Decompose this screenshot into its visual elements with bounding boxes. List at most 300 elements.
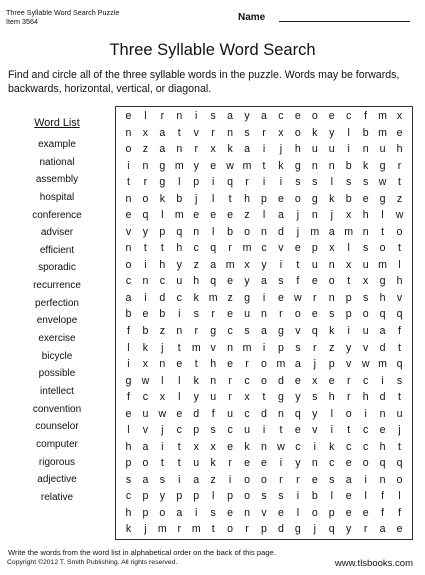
grid-letter: s xyxy=(295,341,301,354)
grid-letter: o xyxy=(328,275,335,288)
grid-letter: l xyxy=(161,209,164,222)
grid-letter: v xyxy=(125,225,132,238)
grid-letter: f xyxy=(381,506,385,519)
copyright: Copyright ©2012 T. Smith Publishing. All rights reserved. xyxy=(7,559,178,566)
grid-letter: o xyxy=(125,143,132,156)
grid-letter: k xyxy=(193,374,199,387)
grid-letter: z xyxy=(329,341,335,354)
grid-letter: e xyxy=(193,209,200,222)
grid-letter: e xyxy=(328,374,335,387)
grid-letter: j xyxy=(330,209,333,222)
grid-letter: m xyxy=(276,358,286,371)
grid-letter: s xyxy=(396,374,403,387)
grid-letter: y xyxy=(346,341,352,354)
grid-letter: p xyxy=(125,457,132,470)
grid-letter: q xyxy=(142,209,149,222)
grid-letter: e xyxy=(227,506,234,519)
grid-letter: e xyxy=(227,275,234,288)
grid-letter: z xyxy=(244,209,250,222)
grid-letter: o xyxy=(142,192,149,205)
grid-letter: h xyxy=(328,391,335,404)
grid-letter: q xyxy=(396,308,403,321)
grid-letter: a xyxy=(261,109,267,122)
grid-letter: e xyxy=(294,374,301,387)
grid-letter: n xyxy=(176,109,183,122)
grid-letter: p xyxy=(142,506,149,519)
grid-letter: i xyxy=(262,341,266,354)
grid-letter: e xyxy=(227,209,234,222)
grid-letter: e xyxy=(311,308,318,321)
grid-letter: p xyxy=(345,308,352,321)
grid-letter: e xyxy=(379,424,386,437)
grid-letter: u xyxy=(328,143,335,156)
grid-letter: k xyxy=(125,523,132,536)
grid-letter: t xyxy=(381,225,385,238)
grid-letter: h xyxy=(294,143,301,156)
grid-letter: y xyxy=(244,275,250,288)
grid-letter: m xyxy=(157,523,167,536)
grid-letter: p xyxy=(193,176,200,189)
grid-letter: a xyxy=(125,291,132,304)
grid-letter: p xyxy=(159,225,166,238)
grid-letter: h xyxy=(193,275,200,288)
grid-letter: e xyxy=(311,473,318,486)
grid-letter: i xyxy=(127,358,130,371)
grid-letter: s xyxy=(295,176,301,189)
instructions: Find and circle all of the three syllable words in the puzzle. Words may be forwards, backwards, horizontal, vertical, or diagonal. xyxy=(8,69,400,95)
grid-letter: d xyxy=(159,291,166,304)
grid-letter: p xyxy=(328,358,335,371)
grid-letter: u xyxy=(244,308,250,321)
grid-letter: a xyxy=(244,143,250,156)
grid-letter: e xyxy=(227,308,234,321)
grid-letter: j xyxy=(296,225,300,238)
grid-letter: o xyxy=(294,308,301,321)
name-line xyxy=(279,21,410,22)
grid-letter: t xyxy=(262,391,266,404)
grid-letter: v xyxy=(312,424,318,437)
grid-letter: k xyxy=(312,126,318,139)
grid-letter: n xyxy=(193,225,200,238)
grid-letter: o xyxy=(396,473,403,486)
grid-letter: g xyxy=(277,324,284,337)
page-title: Three Syllable Word Search xyxy=(109,41,316,59)
grid-letter: o xyxy=(227,523,234,536)
grid-letter: x xyxy=(142,126,149,139)
grid-letter: l xyxy=(127,424,130,437)
grid-letter: n xyxy=(362,143,369,156)
grid-letter: j xyxy=(296,209,300,222)
grid-letter: o xyxy=(125,258,132,271)
grid-letter: l xyxy=(161,374,164,387)
grid-letter: i xyxy=(279,457,283,470)
grid-letter: e xyxy=(396,523,403,536)
website: www.tlsbooks.com xyxy=(334,558,413,569)
grid-letter: c xyxy=(227,324,233,337)
grid-letter: z xyxy=(142,143,149,156)
grid-letter: a xyxy=(142,440,149,453)
grid-letter: e xyxy=(345,457,352,470)
grid-letter: n xyxy=(176,143,183,156)
grid-letter: x xyxy=(312,374,318,387)
grid-letter: h xyxy=(125,440,132,453)
item-number: Item 3564 xyxy=(6,17,38,26)
grid-letter: m xyxy=(191,523,201,536)
word-list-item: hospital xyxy=(39,191,75,203)
grid-letter: c xyxy=(125,490,132,503)
grid-letter: y xyxy=(159,490,165,503)
grid-letter: f xyxy=(398,324,401,337)
grid-letter: i xyxy=(279,258,283,271)
grid-letter: t xyxy=(126,176,130,189)
grid-letter: y xyxy=(244,109,250,122)
grid-letter: s xyxy=(346,176,352,189)
grid-letter: g xyxy=(311,192,318,205)
grid-letter: m xyxy=(225,258,235,271)
puzzle-name: Three Syllable Word Search Puzzle xyxy=(6,8,120,17)
grid-letter: f xyxy=(126,391,130,404)
grid-letter: b xyxy=(176,192,183,205)
grid-letter: y xyxy=(312,407,318,420)
grid-letter: h xyxy=(379,291,386,304)
grid-letter: k xyxy=(193,291,199,304)
grid-letter: l xyxy=(330,176,333,189)
grid-letter: y xyxy=(295,457,301,470)
grid-letter: l xyxy=(330,407,333,420)
grid-letter: x xyxy=(346,209,352,222)
grid-letter: q xyxy=(379,457,386,470)
word-list-item: conference xyxy=(32,209,82,221)
grid-letter: r xyxy=(296,473,300,486)
grid-letter: s xyxy=(329,308,335,321)
grid-letter: v xyxy=(142,424,149,437)
grid-letter: r xyxy=(143,176,148,189)
grid-letter: g xyxy=(294,523,301,536)
grid-letter: n xyxy=(210,374,217,387)
name-label: Name xyxy=(238,12,266,23)
grid-letter: e xyxy=(277,506,284,519)
grid-letter: r xyxy=(211,126,215,139)
grid-letter: s xyxy=(278,490,284,503)
grid-letter: j xyxy=(161,341,164,354)
grid-letter: x xyxy=(159,391,165,404)
grid-letter: y xyxy=(193,391,199,404)
grid-letter: d xyxy=(193,407,200,420)
grid-letter: n xyxy=(311,209,318,222)
grid-letter: r xyxy=(363,523,368,536)
grid-letter: t xyxy=(398,440,401,453)
grid-letter: s xyxy=(244,126,250,139)
grid-letter: o xyxy=(244,490,250,503)
grid-letter: r xyxy=(245,358,249,371)
word-list-items xyxy=(0,136,114,506)
grid-letter: g xyxy=(379,275,386,288)
grid-letter: u xyxy=(210,391,217,404)
grid-letter: e xyxy=(311,275,318,288)
grid-letter: i xyxy=(347,143,350,156)
grid-letter: l xyxy=(178,374,181,387)
grid-letter: a xyxy=(294,358,301,371)
grid-letter: t xyxy=(279,424,283,437)
grid-letter: y xyxy=(295,391,301,404)
grid-letter: o xyxy=(396,225,403,238)
grid-letter: i xyxy=(262,176,266,189)
word-list-item: exercise xyxy=(38,333,76,345)
grid-letter: z xyxy=(210,473,216,486)
grid-letter: o xyxy=(311,109,318,122)
grid-letter: q xyxy=(227,176,234,189)
grid-letter: r xyxy=(313,291,317,304)
grid-letter: s xyxy=(278,275,284,288)
grid-letter: l xyxy=(178,391,181,404)
grid-letter: n xyxy=(125,242,132,255)
grid-letter: e xyxy=(142,308,149,321)
grid-letter: i xyxy=(296,490,300,503)
grid-letter: t xyxy=(160,242,164,255)
grid-letter: y xyxy=(142,225,149,238)
grid-letter: b xyxy=(345,159,352,172)
grid-letter: e xyxy=(294,242,301,255)
grid-letter: e xyxy=(227,358,234,371)
grid-letter: l xyxy=(144,109,147,122)
grid-letter: t xyxy=(398,176,401,189)
grid-letter: l xyxy=(398,490,401,503)
word-list-item: bicycle xyxy=(41,350,73,362)
grid-letter: r xyxy=(279,473,283,486)
grid-letter: o xyxy=(294,126,301,139)
grid-letter: e xyxy=(125,209,132,222)
grid-letter: r xyxy=(160,109,165,122)
grid-letter: x xyxy=(346,258,352,271)
grid-letter: t xyxy=(228,192,232,205)
grid-letter: g xyxy=(125,374,132,387)
word-list-item: envelope xyxy=(36,315,78,327)
grid-letter: k xyxy=(362,159,369,172)
grid-letter: k xyxy=(329,192,335,205)
grid-letter: r xyxy=(397,159,402,172)
grid-letter: t xyxy=(211,523,215,536)
grid-letter: c xyxy=(176,424,182,437)
grid-letter: i xyxy=(178,473,181,486)
grid-letter: q xyxy=(210,242,217,255)
grid-letter: f xyxy=(211,407,215,420)
grid-letter: i xyxy=(144,258,147,271)
word-list-item: efficient xyxy=(39,244,75,256)
word-list-item: adjective xyxy=(37,474,77,486)
grid-letter: f xyxy=(296,275,300,288)
grid-letter: l xyxy=(330,490,333,503)
grid-letter: e xyxy=(176,407,183,420)
grid-letter: n xyxy=(159,358,166,371)
grid-letter: o xyxy=(261,358,267,371)
grid-letter: c xyxy=(227,424,233,437)
grid-letter: c xyxy=(125,275,132,288)
grid-letter: h xyxy=(396,143,403,156)
word-list-heading: Word List xyxy=(34,117,80,129)
grid-letter: i xyxy=(195,506,198,519)
grid-letter: i xyxy=(262,143,266,156)
grid-letter: b xyxy=(125,308,132,321)
grid-letter: h xyxy=(159,258,166,271)
grid-letter: z xyxy=(227,291,233,304)
grid-letter: p xyxy=(193,490,200,503)
grid-letter: s xyxy=(210,506,216,519)
grid-letter: p xyxy=(193,424,200,437)
word-list-item: possible xyxy=(38,368,76,380)
grid-letter: i xyxy=(347,324,350,337)
grid-letter: s xyxy=(244,324,250,337)
letter-grid xyxy=(115,106,413,540)
grid-letter: m xyxy=(208,291,218,304)
grid-letter: i xyxy=(381,374,384,387)
grid-letter: e xyxy=(244,457,250,470)
grid-letter: q xyxy=(294,407,301,420)
grid-letter: j xyxy=(313,358,316,371)
grid-letter: o xyxy=(294,192,301,205)
grid-letter: x xyxy=(396,109,403,122)
grid-letter: t xyxy=(398,341,401,354)
grid-letter: j xyxy=(398,424,401,437)
grid-letter: s xyxy=(210,424,216,437)
grid-letter: e xyxy=(294,424,301,437)
grid-letter: c xyxy=(329,457,335,470)
grid-letter: h xyxy=(362,209,369,222)
grid-letter: w xyxy=(141,374,150,387)
grid-letter: j xyxy=(313,523,316,536)
grid-letter: u xyxy=(244,424,250,437)
grid-letter: m xyxy=(174,159,184,172)
grid-letter: i xyxy=(313,440,316,453)
grid-letter: c xyxy=(362,374,369,387)
grid-letter: t xyxy=(347,275,351,288)
grid-letter: g xyxy=(244,291,250,304)
grid-letter: r xyxy=(245,523,249,536)
grid-letter: u xyxy=(379,143,386,156)
word-list-item: intellect xyxy=(40,385,74,397)
grid-letter: c xyxy=(362,440,369,453)
grid-letter: i xyxy=(262,424,266,437)
grid-letter: x xyxy=(244,258,250,271)
grid-letter: o xyxy=(261,473,267,486)
grid-letter: h xyxy=(379,440,386,453)
grid-letter: l xyxy=(347,242,350,255)
grid-letter: e xyxy=(328,109,335,122)
grid-letter: l xyxy=(211,225,215,238)
grid-letter: e xyxy=(362,192,369,205)
grid-letter: i xyxy=(161,440,164,453)
grid-letter: n xyxy=(328,159,335,172)
grid-letter: q xyxy=(396,358,403,371)
grid-letter: i xyxy=(279,176,283,189)
grid-letter: u xyxy=(227,407,234,420)
grid-letter: k xyxy=(244,440,250,453)
grid-letter: v xyxy=(261,506,267,519)
grid-letter: e xyxy=(210,159,217,172)
grid-letter: m xyxy=(174,209,184,222)
grid-letter: y xyxy=(261,258,267,271)
grid-letter: r xyxy=(177,523,182,536)
grid-letter: s xyxy=(362,176,369,189)
grid-letter: m xyxy=(344,225,354,238)
grid-letter: m xyxy=(242,242,252,255)
grid-letter: t xyxy=(160,457,164,470)
word-list-item: convention xyxy=(32,403,82,415)
word-list-item: example xyxy=(38,139,76,150)
grid-letter: s xyxy=(329,473,335,486)
grid-letter: d xyxy=(277,374,284,387)
grid-letter: n xyxy=(311,457,318,470)
grid-letter: x xyxy=(278,126,284,139)
grid-letter: c xyxy=(346,109,352,122)
grid-letter: k xyxy=(142,341,149,354)
grid-letter: q xyxy=(210,275,217,288)
grid-letter: s xyxy=(362,291,369,304)
grid-letter: r xyxy=(194,143,198,156)
grid-letter: l xyxy=(364,490,367,503)
grid-letter: t xyxy=(177,341,181,354)
grid-letter: o xyxy=(345,407,352,420)
grid-letter: l xyxy=(262,209,266,222)
grid-letter: a xyxy=(328,225,335,238)
grid-letter: a xyxy=(159,143,166,156)
grid-letter: f xyxy=(364,109,368,122)
grid-letter: r xyxy=(228,242,232,255)
grid-letter: e xyxy=(261,457,267,470)
grid-letter: r xyxy=(228,457,232,470)
grid-letter: x xyxy=(244,391,250,404)
grid-letter: v xyxy=(193,126,199,139)
grid-letter: d xyxy=(379,341,386,354)
grid-letter: p xyxy=(142,490,149,503)
word-list-item: relative xyxy=(40,491,74,503)
grid-letter: a xyxy=(210,258,217,271)
grid-letter: g xyxy=(159,159,166,172)
word-list-item: national xyxy=(39,156,75,168)
grid-letter: n xyxy=(379,473,386,486)
grid-letter: q xyxy=(176,225,183,238)
grid-letter: r xyxy=(313,341,317,354)
grid-letter: w xyxy=(158,407,167,420)
grid-letter: q xyxy=(311,324,318,337)
word-list-item: recurrence xyxy=(33,280,81,292)
grid-letter: n xyxy=(176,324,183,337)
grid-letter: w xyxy=(294,291,302,304)
grid-letter: l xyxy=(347,126,350,139)
grid-letter: g xyxy=(379,192,386,205)
grid-letter: s xyxy=(193,308,199,321)
grid-letter: e xyxy=(277,291,284,304)
word-list-item: computer xyxy=(36,438,78,450)
grid-letter: n xyxy=(311,159,318,172)
grid-letter: a xyxy=(142,473,149,486)
grid-letter: n xyxy=(227,126,234,139)
grid-letter: k xyxy=(159,192,165,205)
grid-letter: v xyxy=(362,341,369,354)
grid-letter: p xyxy=(227,490,234,503)
grid-letter: a xyxy=(379,324,386,337)
grid-letter: y xyxy=(346,523,352,536)
word-list-item: perfection xyxy=(35,297,79,309)
grid-letter: e xyxy=(345,490,352,503)
grid-letter: v xyxy=(210,341,216,354)
grid-letter: r xyxy=(211,308,215,321)
grid-letter: o xyxy=(244,225,250,238)
grid-letter: b xyxy=(159,308,166,321)
grid-letter: u xyxy=(362,324,369,337)
grid-letter: s xyxy=(312,176,318,189)
grid-letter: j xyxy=(161,424,164,437)
grid-letter: n xyxy=(125,192,132,205)
